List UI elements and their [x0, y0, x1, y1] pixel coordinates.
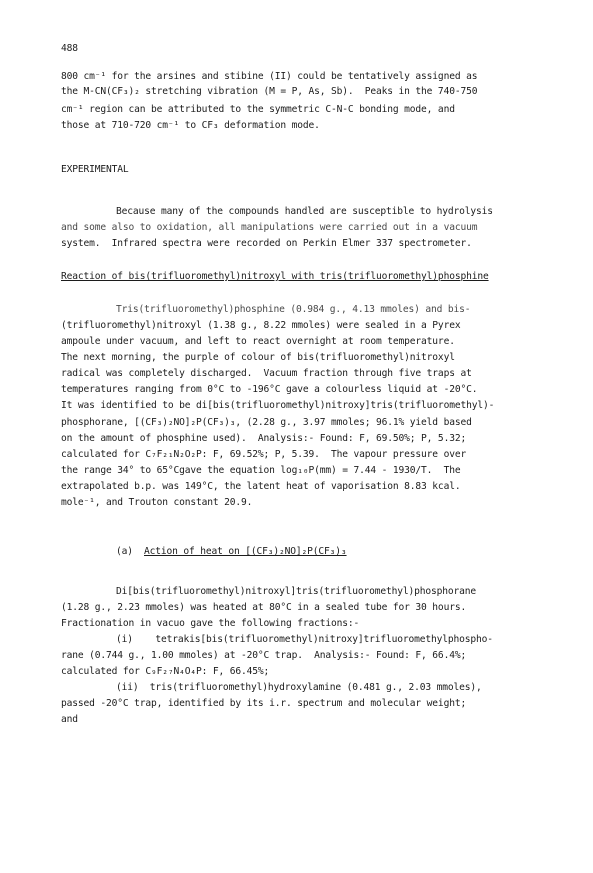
body-line: those at 710-720 cm⁻¹ to CF₃ deformation mode. — [61, 120, 320, 131]
body-line: rane (0.744 g., 1.00 mmoles) at -20°C trap. Analysis:- Found: F, 66.4%; — [61, 650, 467, 661]
body-line: (trifluoromethyl)nitroxyl (1.38 g., 8.22 mmoles) were sealed in a Pyrex — [61, 320, 461, 331]
body-line: Tris(trifluoromethyl)phosphine (0.984 g., 4.13 mmoles) and bis- — [116, 304, 471, 315]
body-line: (ii) tris(trifluoromethyl)hydroxylamine (0.481 g., 2.03 mmoles), — [116, 682, 482, 693]
body-line: system. Infrared spectra were recorded on Perkin Elmer 337 spectrometer. — [61, 238, 472, 249]
body-line: (1.28 g., 2.23 mmoles) was heated at 80°C in a sealed tube for 30 hours. — [61, 602, 467, 613]
body-line: Because many of the compounds handled are susceptible to hydrolysis — [116, 206, 493, 217]
body-line: cm⁻¹ region can be attributed to the symmetric C-N-C bonding mode, and — [61, 104, 455, 115]
body-line: on the amount of phosphine used). Analysis:- Found: F, 69.50%; P, 5.32; — [61, 433, 467, 444]
body-line: Di[bis(trifluoromethyl)nitroxyl]tris(trifluoromethyl)phosphorane — [116, 586, 477, 597]
body-line: mole⁻¹, and Trouton constant 20.9. — [61, 497, 253, 508]
subheading-label: (a) — [116, 546, 133, 557]
body-line: temperatures ranging from 0°C to -196°C gave a colourless liquid at -20°C. — [61, 384, 478, 395]
body-line: extrapolated b.p. was 149°C, the latent heat of vaporisation 8.83 kcal. — [61, 481, 461, 492]
body-line: calculated for C₇F₂₁N₂O₂P: F, 69.52%; P, 5.39. The vapour pressure over — [61, 449, 467, 460]
body-line: The next morning, the purple of colour of bis(trifluoromethyl)nitroxyl — [61, 352, 455, 363]
subheading-title: Action of heat on [(CF₃)₂NO]₂P(CF₃)₃ — [144, 546, 347, 557]
body-line: 800 cm⁻¹ for the arsines and stibine (II) could be tentatively assigned as — [61, 71, 478, 82]
body-line: the M-CN(CF₃)₂ stretching vibration (M = P, As, Sb). Peaks in the 740-750 — [61, 86, 478, 97]
body-line: and some also to oxidation, all manipulations were carried out in a vacuum — [61, 222, 478, 233]
body-line: passed -20°C trap, identified by its i.r. spectrum and molecular weight; — [61, 698, 467, 709]
body-line: ampoule under vacuum, and left to react overnight at room temperature. — [61, 336, 455, 347]
body-line: phosphorane, [(CF₃)₂NO]₂P(CF₃)₃, (2.28 g., 3.97 mmoles; 96.1% yield based — [61, 417, 472, 428]
body-line: the range 34° to 65°Cgave the equation log₁₀P(mm) = 7.44 - 1930/T. The — [61, 465, 461, 476]
body-line: and — [61, 714, 78, 725]
body-line: calculated for C₉F₂₇N₄O₄P: F, 66.45%; — [61, 666, 270, 677]
section-heading-experimental: EXPERIMENTAL — [61, 164, 129, 175]
body-line: radical was completely discharged. Vacuum fraction through five traps at — [61, 368, 472, 379]
page-number: 488 — [61, 43, 78, 54]
body-line: It was identified to be di[bis(trifluoromethyl)nitroxy]tris(trifluoromethyl)- — [61, 400, 495, 411]
section-heading-reaction: Reaction of bis(trifluoromethyl)nitroxyl with tris(trifluoromethyl)phosphine — [61, 271, 489, 282]
body-line: Fractionation in vacuo gave the following fractions:- — [61, 618, 360, 629]
body-line: (i) tetrakis[bis(trifluoromethyl)nitroxy]trifluoromethylphospho- — [116, 634, 493, 645]
